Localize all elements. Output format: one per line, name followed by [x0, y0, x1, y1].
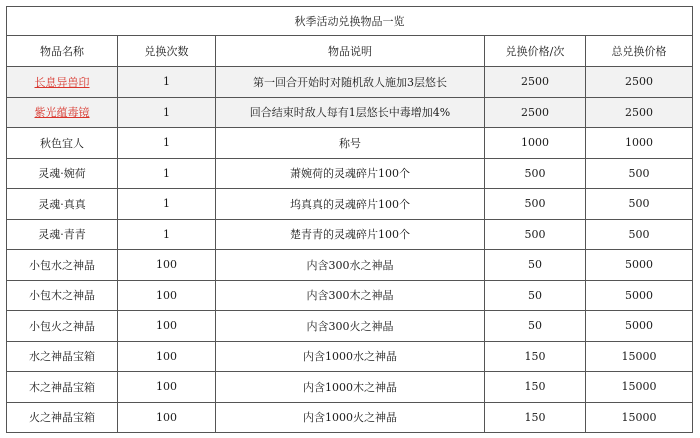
item-name-cell: 小包火之神晶	[7, 311, 118, 342]
total-price-cell: 2500	[586, 97, 693, 128]
table-header-row	[7, 36, 693, 67]
total-price-cell: 500	[586, 158, 693, 189]
price-per-exchange-cell: 50	[485, 280, 586, 311]
total-price-cell: 500	[586, 219, 693, 250]
exchange-table-container	[6, 6, 692, 433]
item-name-cell: 灵魂·真真	[7, 189, 118, 220]
table-row	[7, 250, 693, 281]
table-row	[7, 341, 693, 372]
table-row	[7, 280, 693, 311]
item-name-cell	[7, 97, 118, 128]
total-price-cell: 15000	[586, 341, 693, 372]
item-name-cell: 小包木之神晶	[7, 280, 118, 311]
price-per-exchange-cell: 500	[485, 158, 586, 189]
exchange-count-cell: 100	[118, 311, 216, 342]
price-per-exchange-cell: 500	[485, 189, 586, 220]
item-description-cell: 回合结束时敌人每有1层悠长中毒增加4%	[216, 97, 485, 128]
item-description-cell: 内含1000木之神晶	[216, 372, 485, 403]
item-name-cell	[7, 67, 118, 98]
item-description-cell: 称号	[216, 128, 485, 159]
item-name-cell: 灵魂·青青	[7, 219, 118, 250]
price-per-exchange-cell: 2500	[485, 97, 586, 128]
item-description-cell: 内含300火之神晶	[216, 311, 485, 342]
exchange-count-cell: 1	[118, 67, 216, 98]
table-row	[7, 219, 693, 250]
price-per-exchange-cell: 150	[485, 372, 586, 403]
price-per-exchange-cell: 2500	[485, 67, 586, 98]
item-name-cell: 火之神晶宝箱	[7, 402, 118, 433]
item-description-cell: 内含1000火之神晶	[216, 402, 485, 433]
exchange-count-cell: 100	[118, 372, 216, 403]
price-per-exchange-cell: 50	[485, 250, 586, 281]
item-name-cell: 木之神晶宝箱	[7, 372, 118, 403]
exchange-count-cell: 1	[118, 189, 216, 220]
table-row	[7, 372, 693, 403]
price-per-exchange-cell: 500	[485, 219, 586, 250]
exchange-count-cell: 1	[118, 97, 216, 128]
exchange-count-cell: 1	[118, 128, 216, 159]
exchange-count-cell: 100	[118, 280, 216, 311]
header-item-name: 物品名称	[7, 36, 118, 67]
table-title-row	[7, 7, 693, 36]
table-row	[7, 158, 693, 189]
item-description-cell: 内含1000水之神晶	[216, 341, 485, 372]
total-price-cell: 1000	[586, 128, 693, 159]
item-name-cell: 灵魂·婉荷	[7, 158, 118, 189]
price-per-exchange-cell: 150	[485, 341, 586, 372]
total-price-cell: 500	[586, 189, 693, 220]
total-price-cell: 15000	[586, 402, 693, 433]
total-price-cell: 2500	[586, 67, 693, 98]
header-price-per-exchange: 兑换价格/次	[485, 36, 586, 67]
table-title: 秋季活动兑换物品一览	[7, 7, 693, 36]
table-row	[7, 97, 693, 128]
item-name-cell: 小包水之神晶	[7, 250, 118, 281]
header-exchange-count: 兑换次数	[118, 36, 216, 67]
item-name-link[interactable]: 紫光蕴毒镜	[34, 106, 90, 120]
price-per-exchange-cell: 50	[485, 311, 586, 342]
exchange-count-cell: 100	[118, 250, 216, 281]
price-per-exchange-cell: 150	[485, 402, 586, 433]
exchange-count-cell: 1	[118, 158, 216, 189]
total-price-cell: 5000	[586, 311, 693, 342]
table-row	[7, 311, 693, 342]
header-total-price: 总兑换价格	[586, 36, 693, 67]
item-description-cell: 萧婉荷的灵魂碎片100个	[216, 158, 485, 189]
table-row	[7, 128, 693, 159]
item-name-cell: 秋色宜人	[7, 128, 118, 159]
exchange-table	[6, 6, 693, 433]
table-row	[7, 402, 693, 433]
item-name-cell: 水之神晶宝箱	[7, 341, 118, 372]
exchange-count-cell: 100	[118, 341, 216, 372]
table-row	[7, 189, 693, 220]
exchange-count-cell: 1	[118, 219, 216, 250]
item-description-cell: 坞真真的灵魂碎片100个	[216, 189, 485, 220]
table-row	[7, 67, 693, 98]
total-price-cell: 15000	[586, 372, 693, 403]
item-description-cell: 内含300水之神晶	[216, 250, 485, 281]
exchange-count-cell: 100	[118, 402, 216, 433]
item-name-link[interactable]: 长息异兽印	[34, 75, 90, 89]
total-price-cell: 5000	[586, 280, 693, 311]
item-description-cell: 第一回合开始时对随机敌人施加3层悠长	[216, 67, 485, 98]
header-item-description: 物品说明	[216, 36, 485, 67]
price-per-exchange-cell: 1000	[485, 128, 586, 159]
total-price-cell: 5000	[586, 250, 693, 281]
item-description-cell: 楚青青的灵魂碎片100个	[216, 219, 485, 250]
item-description-cell: 内含300木之神晶	[216, 280, 485, 311]
